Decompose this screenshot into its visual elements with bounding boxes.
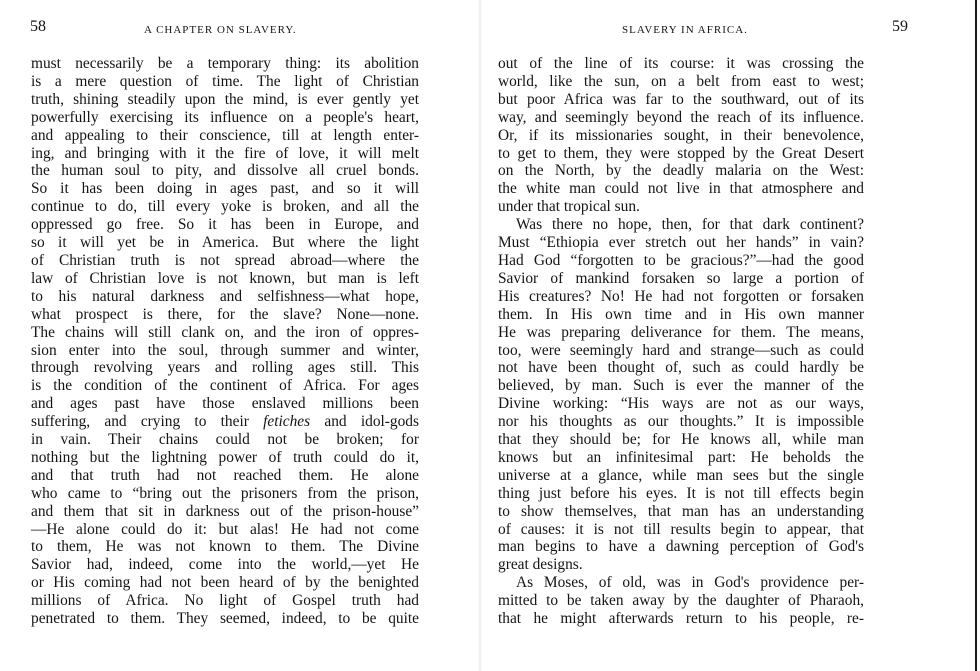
text-line: and ages past have those enslaved millions been xyxy=(31,395,419,413)
text-line: man begins to have a dawning perception of God's xyxy=(498,538,864,556)
text-line: to get to them, they were stopped by the Great Desert xyxy=(498,144,864,162)
text-line: Savior of mankind forsaken so large a portion of xyxy=(498,269,864,287)
text-line: mitted to be taken away by the daughter of Pharaoh, xyxy=(498,592,864,610)
text-line: but poor Africa was far to the southward, out of its xyxy=(498,90,864,108)
text-line: under that tropical sun. xyxy=(498,198,640,216)
text-line: powerfully exercising its influence on a people's heart, xyxy=(31,108,419,126)
text-line: on the North, by the deadly malaria on the West: xyxy=(498,162,864,180)
text-line: believed, by man. Such is ever the manner of the xyxy=(498,377,864,395)
text-line: Savior had, indeed, come into the world,—yet He xyxy=(31,556,419,574)
text-line: in vain. Their chains could not be broken; for xyxy=(31,431,419,449)
right-running-title: SLAVERY IN AFRICA. xyxy=(622,24,748,36)
text-line: nothing but the lightning power of truth could do it, xyxy=(31,448,419,466)
text-line: knows but an infinitesimal part: He beholds the xyxy=(498,448,864,466)
text-line: is a mere question of time. The light of Christian xyxy=(31,72,419,90)
text-line: and them that sit in darkness out of the prison-house” xyxy=(31,502,419,520)
left-page-body xyxy=(31,55,419,628)
text-line: As Moses, of old, was in God's providence per- xyxy=(516,574,864,592)
text-line: suffering, and crying to their fetiches and idol-gods xyxy=(31,413,419,431)
text-line: and appealing to their conscience, till at length enter- xyxy=(31,126,419,144)
text-line: the human soul to pity, and dissolve all cruel bonds. xyxy=(31,162,419,180)
left-page-number: 58 xyxy=(30,18,46,35)
text-line: who came to “bring out the prisoners from the prison, xyxy=(31,484,419,502)
right-page-body xyxy=(498,55,864,628)
text-line: truth, shining steadily upon the mind, is ever gently yet xyxy=(31,90,419,108)
text-line: penetrated to them. They seemed, indeed, to be quite xyxy=(31,610,419,628)
text-line: to his natural darkness and selfishness—what hope, xyxy=(31,287,419,305)
text-line: too, were seemingly hard and strange—such as could xyxy=(498,341,864,359)
text-line: Was there no hope, then, for that dark continent? xyxy=(516,216,864,234)
text-line: that they should be; for He knows all, while man xyxy=(498,431,864,449)
text-line: is the condition of the continent of Africa. For ages xyxy=(31,377,419,395)
text-line: oppressed go free. So it has been in Europe, and xyxy=(31,216,419,234)
text-line: what prospect is there, for the slave? None—none. xyxy=(31,305,419,323)
text-line: ing, and bringing with it the fire of love, it will melt xyxy=(31,144,419,162)
text-line: way, and seemingly beyond the reach of its influence. xyxy=(498,108,864,126)
text-line: Or, if its missionaries sought, in their benevolence, xyxy=(498,126,864,144)
text-line: Divine working: “His ways are not as our ways, xyxy=(498,395,864,413)
text-line: them. In His own time and in His own manner xyxy=(498,305,864,323)
text-line: Had God “forgotten to be gracious?”—had the good xyxy=(498,251,864,269)
text-line: millions of Africa. No light of Gospel truth had xyxy=(31,592,419,610)
right-page xyxy=(480,0,980,671)
left-page-header xyxy=(30,20,420,42)
text-line: the white man could not live in that atmosphere and xyxy=(498,180,864,198)
text-line: universe at a glance, while man sees but the single xyxy=(498,466,864,484)
text-line: The chains will still clank on, and the iron of oppres- xyxy=(31,323,419,341)
text-line: and that truth had not reached them. He alone xyxy=(31,466,419,484)
text-line: great designs. xyxy=(498,556,583,574)
text-line: continue to do, till every yoke is broken, and all the xyxy=(31,198,419,216)
left-page xyxy=(0,0,480,671)
text-line: to show themselves, that man has an understanding xyxy=(498,502,864,520)
text-line: of causes: it is not till results begin to appear, that xyxy=(498,520,864,538)
text-line: through revolving years and rolling ages still. This xyxy=(31,359,419,377)
page-edge-rule xyxy=(975,0,977,671)
text-line: —He alone could do it: but alas! He had not come xyxy=(31,520,419,538)
text-line: to them, He was not known to them. The Divine xyxy=(31,538,419,556)
text-line: Must “Ethiopia ever stretch out her hands” in vain? xyxy=(498,234,864,252)
text-line: sion enter into the soul, through summer and winter, xyxy=(31,341,419,359)
text-line: So it has been doing in ages past, and so it will xyxy=(31,180,419,198)
text-line: thing just before his eyes. It is not till effects begin xyxy=(498,484,864,502)
text-line: law of Christian love is not known, but man is left xyxy=(31,269,419,287)
text-line: nor his thoughts as our thoughts.” It is impossible xyxy=(498,413,864,431)
text-line: out of the line of its course: it was crossing the xyxy=(498,55,864,72)
text-line: not have been thought of, such as could hardly be xyxy=(498,359,864,377)
text-line: of Christian truth is not spread abroad—where the xyxy=(31,251,419,269)
text-line: He was preparing deliverance for them. The means, xyxy=(498,323,864,341)
text-line: His creatures? No! He had not forgotten or forsaken xyxy=(498,287,864,305)
left-running-title: A CHAPTER ON SLAVERY. xyxy=(144,24,297,36)
text-line: that he might afterwards return to his people, re- xyxy=(498,610,864,628)
text-line: or His coming had not been heard of by the benighted xyxy=(31,574,419,592)
text-line: world, like the sun, on a belt from east to west; xyxy=(498,72,864,90)
text-line: must necessarily be a temporary thing: its abolition xyxy=(31,55,419,72)
text-line: so it will yet be in America. But where the light xyxy=(31,234,419,252)
right-page-number: 59 xyxy=(892,18,908,35)
right-page-header xyxy=(498,20,908,42)
